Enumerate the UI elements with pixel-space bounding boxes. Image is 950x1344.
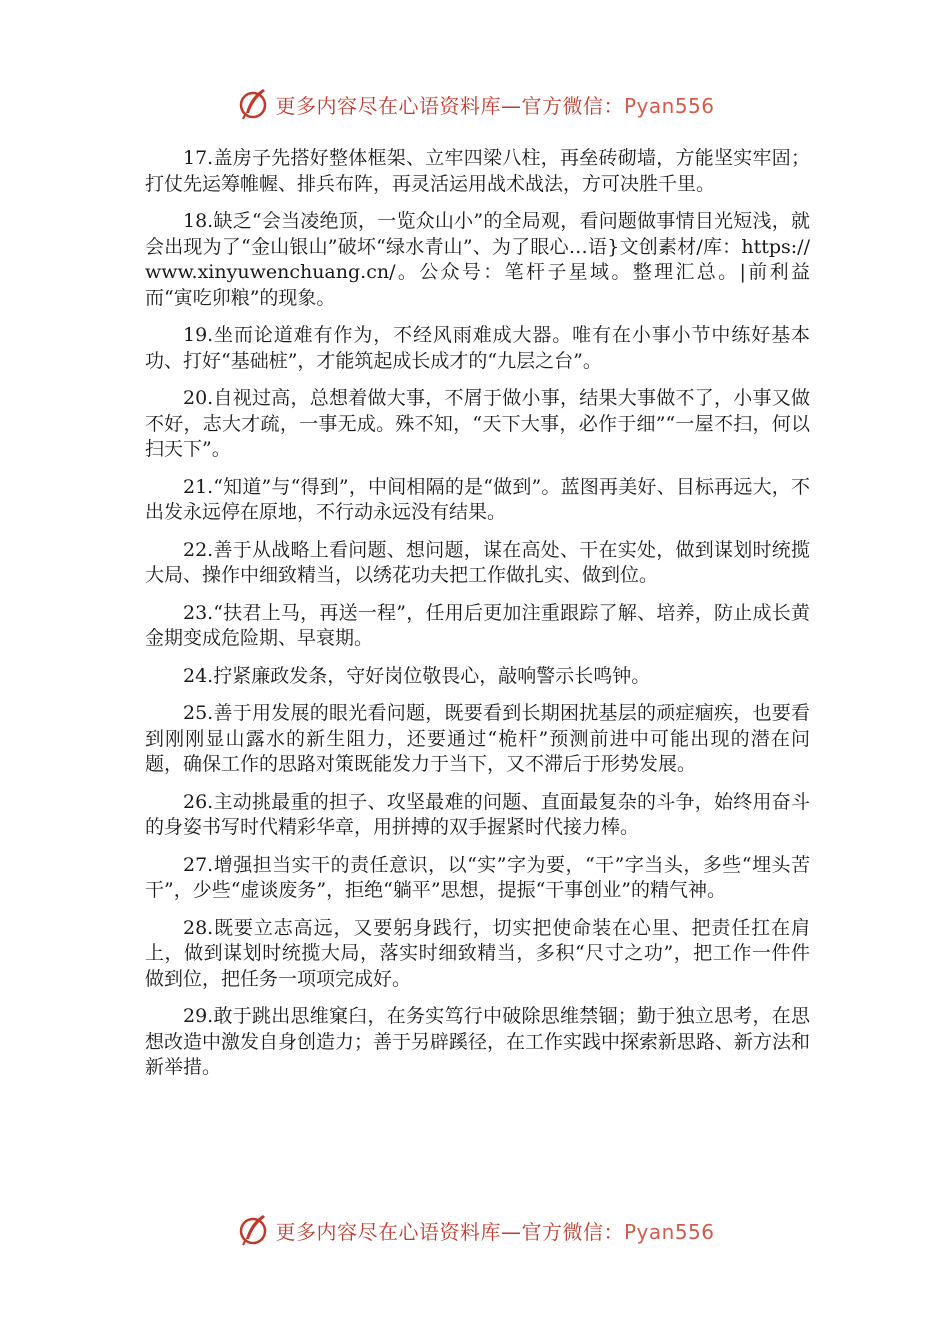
header-banner	[0, 84, 950, 124]
wechat-id: Pyan556	[623, 93, 715, 118]
paragraph-28: 28.既要立志高远，又要躬身践行，切实把使命装在心里、把责任扛在肩上，做到谋划时统揽大局，落实时细致精当，多积“尺寸之功”，把工作一件件做到位，把任务一项项完成好。	[145, 916, 810, 990]
paragraph-17: 17.盖房子先搭好整体框架、立牢四梁八柱，再垒砖砌墙，方能坚实牢固；打仗先运筹帷幄、排兵布阵，再灵活运用战术战法，方可决胜千里。	[145, 147, 810, 195]
paragraph-23: 23.“扶君上马，再送一程”，任用后更加注重跟踪了解、培养，防止成长黄金期变成危险期、早衰期。	[145, 601, 810, 649]
document-body	[145, 146, 810, 1093]
paragraph-26: 26.主动挑最重的担子、攻坚最难的问题、直面最复杂的斗争，始终用奋斗的身姿书写时代精彩华章，用拼搏的双手握紧时代接力棒。	[145, 790, 810, 838]
paragraph-18: 18.缺乏“会当凌绝顶，一览众山小”的全局观，看问题做事情目光短浅，就会出现为了“金山银山”破坏“绿水青山”、为了眼心…语}文创素材/库：https://www.xinyuwenchuang.cn/。公众号：笔杆子星域。整理汇总。|前利益而“寅吃卯粮”的现象。	[145, 210, 810, 309]
paragraph-25: 25.善于用发展的眼光看问题，既要看到长期困扰基层的顽症痼疾，也要看到刚刚显山露水的新生阻力，还要通过“桅杆”预测前进中可能出现的潜在问题，确保工作的思路对策既能发力于当下，又不滞后于形势发展。	[145, 702, 810, 775]
paragraph-27: 27.增强担当实干的责任意识，以“实”字为要，“干”字当头，多些“埋头苦干”，少些“虚谈废务”，拒绝“躺平”思想，提振“干事创业”的精气神。	[145, 853, 810, 901]
paragraph-24: 24.拧紧廉政发条，守好岗位敬畏心，敲响警示长鸣钟。	[183, 664, 651, 687]
footer-banner	[0, 1210, 950, 1250]
banner-text: 更多内容尽在心语资料库—官方微信：Pyan556	[275, 1219, 715, 1244]
banner-text: 更多内容尽在心语资料库—官方微信：Pyan556	[275, 93, 715, 118]
quill-pen-icon	[235, 86, 271, 122]
paragraph-22: 22.善于从战略上看问题、想问题，谋在高处、干在实处，做到谋划时统揽大局、操作中细致精当，以绣花功夫把工作做扎实、做到位。	[145, 538, 810, 586]
paragraph-21: 21.“知道”与“得到”，中间相隔的是“做到”。蓝图再美好、目标再远大，不出发永远停在原地，不行动永远没有结果。	[145, 475, 810, 523]
quill-pen-icon	[235, 1212, 271, 1248]
paragraph-20: 20.自视过高，总想着做大事，不屑于做小事，结果大事做不了，小事又做不好，志大才疏，一事无成。殊不知，“天下大事，必作于细”“一屋不扫，何以扫天下”。	[145, 387, 810, 460]
paragraph-19: 19.坐而论道难有作为，不经风雨难成大器。唯有在小事小节中练好基本功、打好“基础桩”，才能筑起成长成才的“九层之台”。	[145, 324, 810, 372]
wechat-id: Pyan556	[623, 1219, 715, 1244]
paragraph-29: 29.敢于跳出思维窠臼，在务实笃行中破除思维禁锢；勤于独立思考，在思想改造中激发自身创造力；善于另辟蹊径，在工作实践中探索新思路、新方法和新举措。	[145, 1005, 811, 1078]
